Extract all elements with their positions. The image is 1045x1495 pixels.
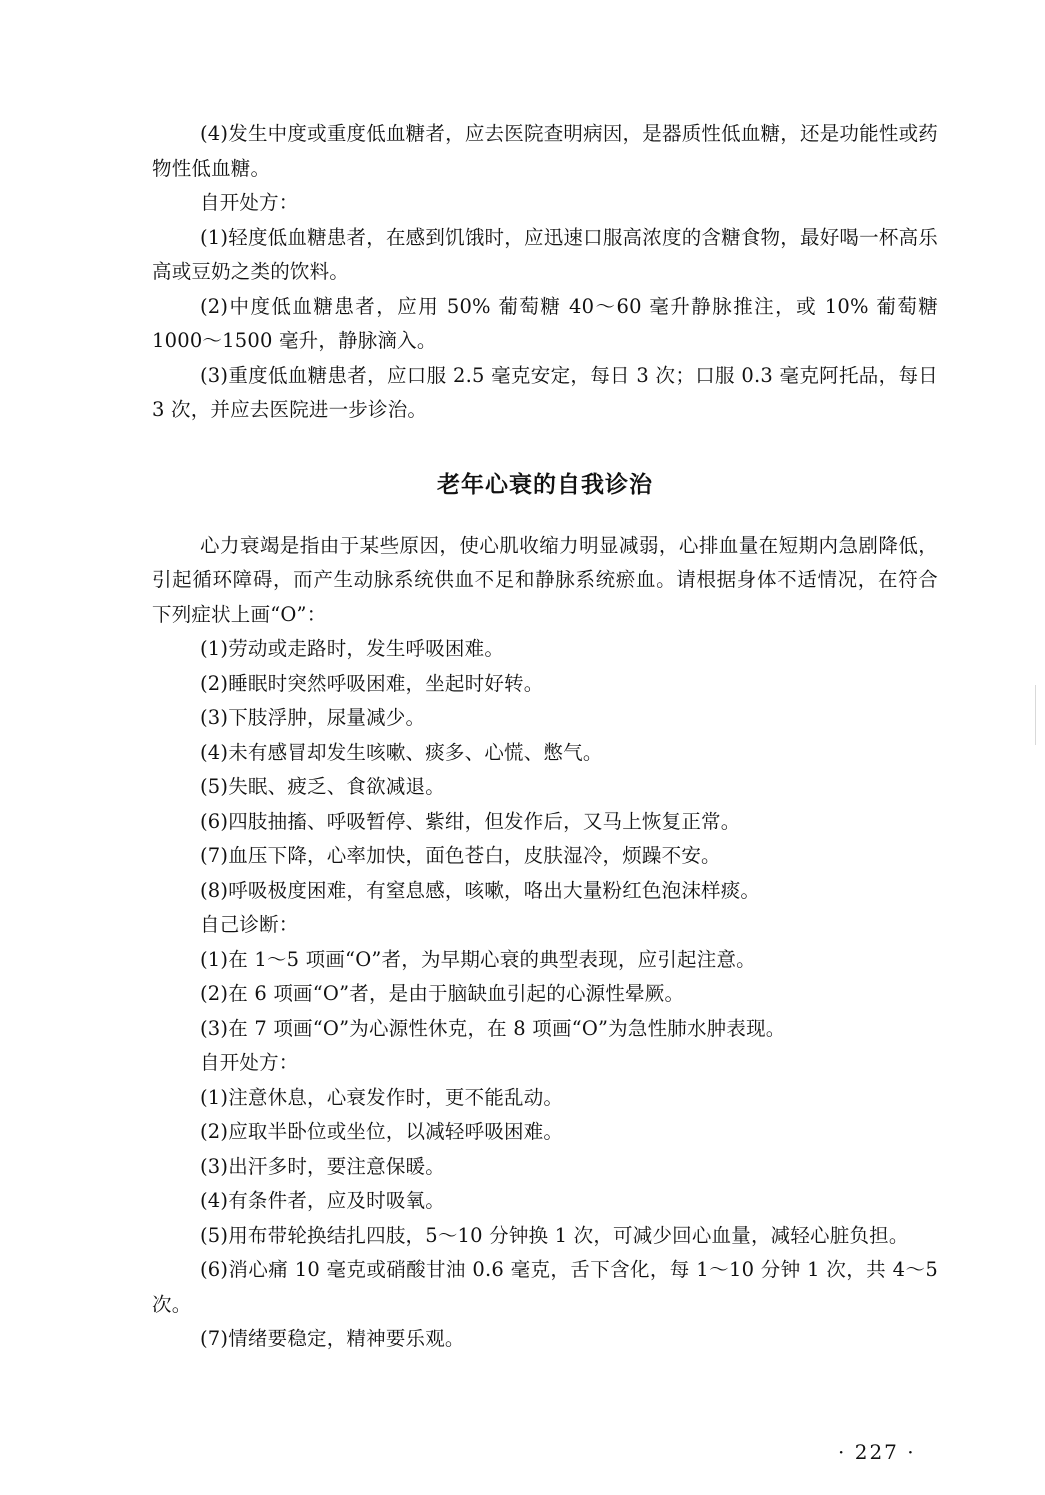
treatment-item: (3)出汗多时，要注意保暖。 xyxy=(200,1154,445,1178)
symptom-item: (6)四肢抽搐、呼吸暂停、紫绀，但发作后，又马上恢复正常。 xyxy=(200,809,741,833)
treatment-item: (7)情绪要稳定，精神要乐观。 xyxy=(200,1327,465,1350)
symptom-item: (3)下肢浮肿，尿量减少。 xyxy=(200,706,426,729)
page-number: · 227 · xyxy=(838,1440,916,1464)
diagnosis-item: (2)在 6 项画“O”者，是由于脑缺血引起的心源性晕厥。 xyxy=(200,982,685,1005)
paragraph: (1)轻度低血糖患者，在感到饥饿时，应迅速口服高浓度的含糖食物，最好喝一杯高乐高或豆奶之类的饮料。 xyxy=(152,225,938,283)
page-content xyxy=(152,117,938,1357)
symptom-item: (2)睡眠时突然呼吸困难，坐起时好转。 xyxy=(200,671,544,695)
treatment-item: (2)应取半卧位或坐位，以减轻呼吸困难。 xyxy=(200,1120,564,1143)
treatment-item: (5)用布带轮换结扎四肢，5～10 分钟换 1 次，可减少回心血量，减轻心脏负担。 xyxy=(200,1223,909,1247)
paragraph: (2)中度低血糖患者，应用 50% 葡萄糖 40～60 毫升静脉推注，或 10% 葡萄糖 1000～1500 毫升，静脉滴入。 xyxy=(152,294,938,352)
paragraph: 心力衰竭是指由于某些原因，使心肌收缩力明显减弱，心排血量在短期内急剧降低，引起循环障碍，而产生动脉系统供血不足和静脉系统瘀血。请根据身体不适情况，在符合下列症状上画“O”： xyxy=(152,533,938,626)
paragraph: (3)重度低血糖患者，应口服 2.5 毫克安定，每日 3 次；口服 0.3 毫克阿托品，每日 3 次，并应去医院进一步诊治。 xyxy=(152,363,938,421)
symptom-item: (1)劳动或走路时，发生呼吸困难。 xyxy=(200,637,505,660)
symptom-item: (5)失眠、疲乏、食欲减退。 xyxy=(200,775,445,798)
symptom-item: (7)血压下降，心率加快，面色苍白，皮肤湿冷，烦躁不安。 xyxy=(200,844,721,867)
treatment-item: (1)注意休息，心衰发作时，更不能乱动。 xyxy=(200,1085,564,1109)
paragraph: 自开处方： xyxy=(200,191,299,214)
symptom-item: (8)呼吸极度困难，有窒息感，咳嗽，咯出大量粉红色泡沫样痰。 xyxy=(200,878,761,902)
scan-margin-line xyxy=(1035,685,1036,745)
diagnosis-item: (3)在 7 项画“O”为心源性休克，在 8 项画“O”为急性肺水肿表现。 xyxy=(200,1016,786,1040)
section-title: 老年心衰的自我诊治 xyxy=(437,471,653,498)
symptom-item: (4)未有感冒却发生咳嗽、痰多、心慌、憋气。 xyxy=(200,740,603,764)
diagnosis-item: (1)在 1～5 项画“O”者，为早期心衰的典型表现，应引起注意。 xyxy=(200,947,756,971)
treatment-item: (6)消心痛 10 毫克或硝酸甘油 0.6 毫克，舌下含化，每 1～10 分钟 1 次，共 4～5 次。 xyxy=(152,1258,938,1316)
subheading: 自开处方： xyxy=(200,1051,299,1074)
treatment-item: (4)有条件者，应及时吸氧。 xyxy=(200,1189,445,1212)
subheading: 自己诊断： xyxy=(200,913,299,936)
paragraph: (4)发生中度或重度低血糖者，应去医院查明病因，是器质性低血糖，还是功能性或药物性低血糖。 xyxy=(152,122,938,180)
